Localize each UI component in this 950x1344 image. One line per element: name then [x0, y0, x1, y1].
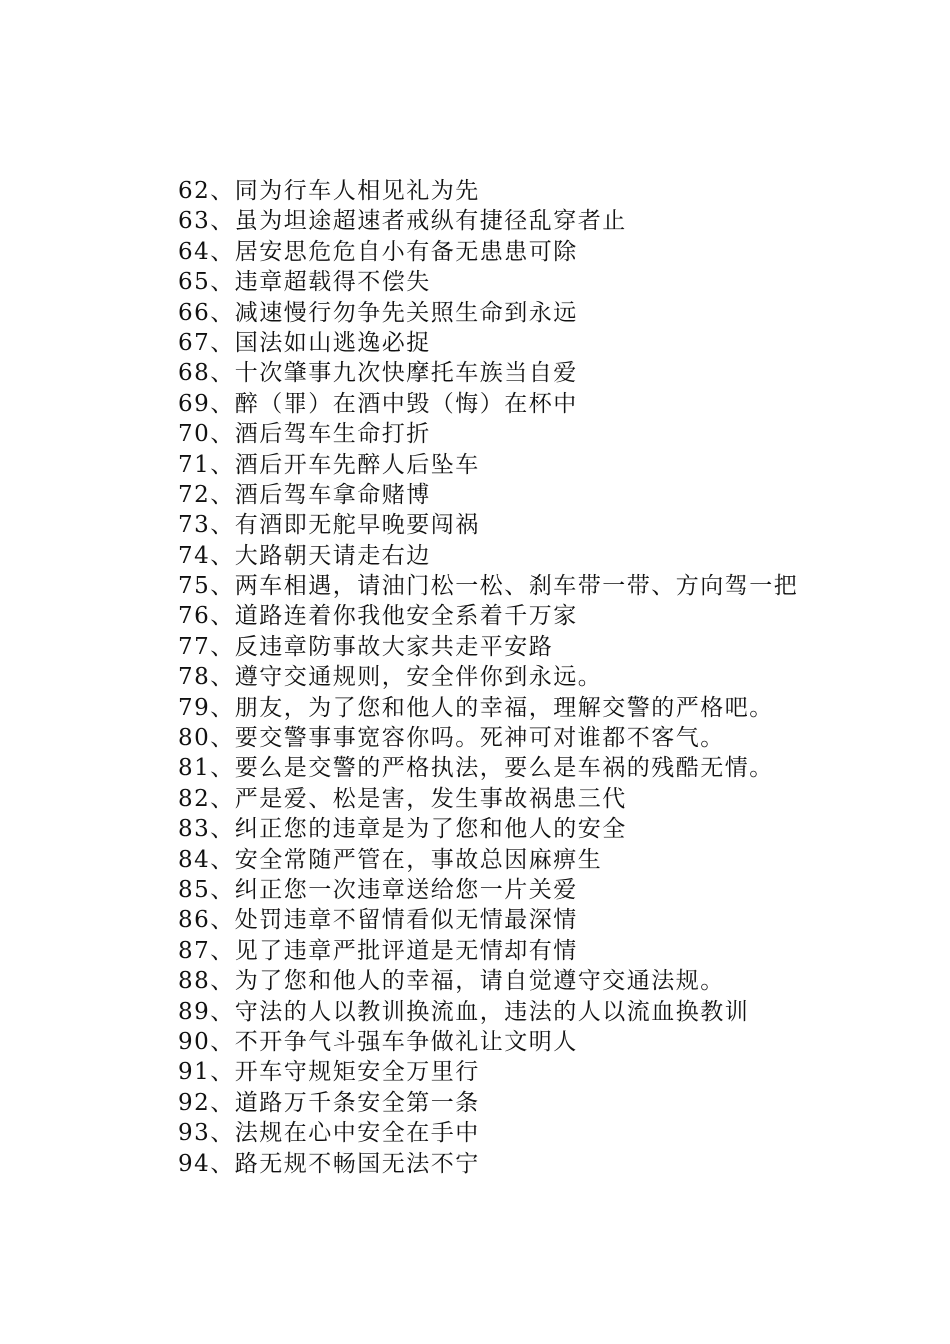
list-item: 63、虽为坦途超速者戒纵有捷径乱穿者止 [178, 208, 627, 235]
list-item: 64、居安思危危自小有备无患患可除 [178, 238, 578, 265]
list-item: 75、两车相遇，请油门松一松、刹车带一带、方向驾一把 [178, 573, 799, 600]
list-item: 78、遵守交通规则，安全伴你到永远。 [178, 664, 603, 691]
list-item: 70、酒后驾车生命打折 [178, 421, 431, 448]
list-item: 76、道路连着你我他安全系着千万家 [178, 603, 578, 630]
list-item: 87、见了违章严批评道是无情却有情 [178, 937, 578, 964]
list-item: 94、路无规不畅国无法不宁 [178, 1150, 480, 1177]
list-item: 84、安全常随严管在，事故总因麻痹生 [178, 846, 603, 873]
list-item: 68、十次肇事九次快摩托车族当自爱 [178, 360, 578, 387]
list-item: 93、法规在心中安全在手中 [178, 1120, 480, 1147]
list-item: 81、要么是交警的严格执法，要么是车祸的残酷无情。 [178, 755, 774, 782]
list-item: 77、反违章防事故大家共走平安路 [178, 633, 554, 660]
slogan-list [178, 176, 878, 1179]
list-item: 71、酒后开车先醉人后坠车 [178, 451, 480, 478]
list-item: 92、道路万千条安全第一条 [178, 1089, 480, 1116]
list-item: 66、减速慢行勿争先关照生命到永远 [178, 299, 578, 326]
list-item: 73、有酒即无舵早晚要闯祸 [178, 512, 480, 539]
list-item: 65、违章超载得不偿失 [178, 269, 431, 296]
list-item: 82、严是爱、松是害，发生事故祸患三代 [178, 785, 627, 812]
list-item: 90、不开争气斗强车争做礼让文明人 [178, 1028, 578, 1055]
list-item: 80、要交警事事宽容你吗。死神可对谁都不客气。 [178, 725, 725, 752]
list-item: 91、开车守规矩安全万里行 [178, 1059, 480, 1086]
list-item: 85、纠正您一次违章送给您一片关爱 [178, 876, 578, 903]
list-item: 88、为了您和他人的幸福，请自觉遵守交通法规。 [178, 968, 725, 995]
list-item: 62、同为行车人相见礼为先 [178, 178, 480, 204]
list-item: 79、朋友，为了您和他人的幸福，理解交警的严格吧。 [178, 694, 774, 721]
list-item: 89、守法的人以教训换流血，违法的人以流血换教训 [178, 998, 750, 1025]
list-item: 86、处罚违章不留情看似无情最深情 [178, 907, 578, 934]
list-item: 83、纠正您的违章是为了您和他人的安全 [178, 816, 627, 843]
list-item: 67、国法如山逃逸必捉 [178, 329, 431, 356]
list-item: 74、大路朝天请走右边 [178, 542, 431, 569]
list-item: 69、醉（罪）在酒中毁（悔）在杯中 [178, 390, 578, 417]
list-item: 72、酒后驾车拿命赌博 [178, 481, 431, 508]
